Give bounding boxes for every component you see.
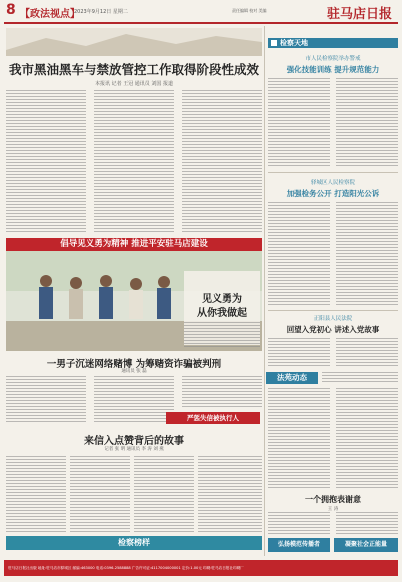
second-byline: 通讯员 张 磊 [121, 369, 147, 374]
header-illustration [6, 28, 262, 56]
main-byline: 本报讯 记者 王冠 通讯员 刘国 报道 [95, 81, 173, 87]
slogan-box-2: 凝聚社会正能量 [334, 538, 398, 552]
highlight-stamp: 严惩失信被执行人 [166, 412, 260, 424]
right-headline-1: 强化技能训练 提升规范能力 [286, 65, 380, 74]
second-headline: 一男子沉迷网络赌博 为筹赌资诈骗被判刑 [46, 359, 222, 370]
essay-column-1 [268, 512, 330, 534]
right-article-2-column-2 [336, 202, 398, 306]
main-article-column-3 [182, 90, 262, 232]
editor-info: 责任编辑 校对 美编 [232, 8, 267, 13]
right-headline-2: 加强检务公开 打造阳光公诉 [286, 189, 380, 198]
page-number: 8 [6, 2, 16, 18]
court-news-column-2 [336, 388, 398, 488]
section-bar-procuratorate: 检察天地 [268, 38, 398, 48]
right-subtitle-3: 正阳县人民法院 [313, 316, 353, 322]
essay-title: 一个拥抱表谢意 [305, 494, 361, 504]
third-article-column-3 [134, 456, 194, 532]
right-article-2-column-1 [268, 202, 330, 306]
second-article-column-3 [182, 376, 262, 408]
section-title: 【政法视点】 [20, 9, 80, 20]
right-subtitle-1: 市人民检察院举办警戒 [305, 56, 361, 62]
section-tag-court-news: 法苑动态 [266, 372, 318, 384]
main-article-column-2 [94, 90, 174, 232]
right-headline-3: 回望入党初心 讲述入党故事 [286, 325, 380, 334]
right-article-3-column-1 [268, 338, 330, 368]
newspaper-logo: 驻马店日报 [326, 7, 392, 22]
slogan-line-1: 见义勇为 [202, 294, 242, 305]
third-byline: 记者 张 明 通讯员 李 涛 刘 燕 [104, 447, 164, 452]
page-footer: 驻马店日报社出版 地址:驻马店市驿城区 邮编:463000 电话:0396-2588888 广告许可证:4117004000001 定价:1.00元 印刷:驻马店日报社印刷厂 [4, 560, 398, 576]
right-divider-2 [268, 310, 398, 311]
third-headline: 来信入点赞背后的故事 [84, 436, 184, 447]
court-news-column-1 [268, 388, 330, 488]
campaign-banner: 倡导见义勇为精神 推进平安驻马店建设 [6, 238, 262, 251]
essay-byline: 王 涛 [327, 507, 339, 512]
slogan-box-1: 弘扬模范传播者 [268, 538, 330, 552]
third-article-column-2 [70, 456, 130, 532]
column-divider [264, 26, 265, 556]
main-article-column-1 [6, 90, 86, 232]
second-article-column-1 [6, 376, 86, 424]
right-subtitle-2: 驿城区人民检察院 [310, 180, 355, 186]
right-article-1-column-1 [268, 78, 330, 168]
court-news-intro [322, 372, 398, 384]
photo-caption [184, 322, 260, 348]
bottom-banner: 检察榜样 [6, 536, 262, 550]
right-article-3-column-2 [336, 338, 398, 368]
right-divider-1 [268, 172, 398, 173]
second-article-column-2 [94, 376, 174, 424]
right-article-1-column-2 [336, 78, 398, 168]
slogan-line-2: 从你我做起 [197, 308, 247, 319]
page-header [4, 2, 398, 24]
third-article-column-1 [6, 456, 66, 532]
essay-column-2 [336, 512, 398, 534]
third-article-column-4 [198, 456, 262, 532]
main-headline: 我市黑油黑车与禁放管控工作取得阶段性成效 [8, 62, 259, 77]
issue-date: 2023年9月12日 星期二 [74, 9, 128, 15]
